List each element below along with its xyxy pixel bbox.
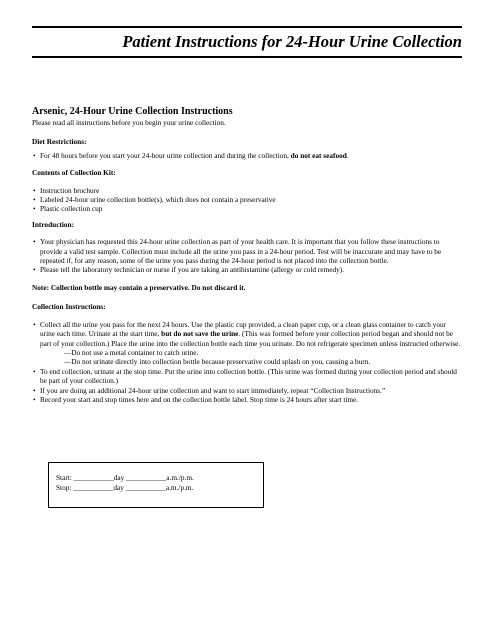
collection-list <box>32 320 462 405</box>
stop-time-field[interactable]: Stop: ___________day ___________a.m./p.m. <box>56 483 194 492</box>
introduction-item: • Please tell the laboratory technician or nurse if you are taking an antihistamine (allergy or cold remedy). <box>32 265 462 274</box>
title-rule <box>32 56 462 58</box>
collection-item: • Record your start and stop times here and on the collection bottle label. Stop time is 24 hours after start time. <box>32 395 462 404</box>
collection-item: • To end collection, urinate at the stop time. Put the urine into collection bottle. (This urine was formed during your collection period and should be part of your collection.) <box>32 367 462 386</box>
diet-list <box>32 151 462 160</box>
top-rule <box>32 26 462 28</box>
collection-item: • Collect all the urine you pass for the next 24 hours. Use the plastic cup provided, a clean paper cup, or a clean glass container to catch your urine each time. Urinate at the start time, but do not save the urine. (This was formed before your collection period began and should not be part of your collection.) Place the urine into the collection bottle each time you urinate. Do not refrigerate specimen unless instructed otherwise. —Do not use a metal container to catch urine. —Do not urinate directly into collection bottle because preservative could splash on you, causing a burn. <box>32 320 462 367</box>
kit-heading: Contents of Collection Kit: <box>32 168 116 178</box>
instructions-body <box>32 106 462 404</box>
kit-list <box>32 186 462 214</box>
kit-item: • Labeled 24-hour urine collection bottle(s), which does not contain a preservative <box>32 195 462 204</box>
time-record-box <box>48 462 264 508</box>
introduction-heading: Introduction: <box>32 219 75 229</box>
page-title: Patient Instructions for 24-Hour Urine Collection <box>122 32 462 51</box>
kit-item: • Plastic collection cup <box>32 204 462 213</box>
kit-item: • Instruction brochure <box>32 186 462 195</box>
diet-heading: Diet Restrictions: <box>32 137 87 147</box>
preservative-note: Note: Collection bottle may contain a preservative. Do not discard it. <box>32 282 246 292</box>
introduction-item: • Your physician has requested this 24-hour urine collection as part of your health care. It is important that you follow these instructions to provide a valid test sample. Collection must include all the urine you pass in a 24-hour period. Test will be inaccurate and may have to be repeated if, for any reason, some of the urine you pass during the 24-hour period is not placed into the collection bottle. <box>32 237 462 265</box>
section-heading: Arsenic, 24-Hour Urine Collection Instructions <box>32 106 233 117</box>
introduction-list <box>32 237 462 275</box>
collection-subitem: —Do not urinate directly into collection bottle because preservative could splash on you, causing a burn. <box>64 357 371 367</box>
collection-subitem: —Do not use a metal container to catch urine. <box>64 347 199 357</box>
collection-item: • If you are doing an additional 24-hour urine collection and want to start immediately, repeat “Collection Instructions.” <box>32 386 462 395</box>
read-note: Please read all instructions before you begin your urine collection. <box>32 118 226 127</box>
start-time-field[interactable]: Start: ___________day ___________a.m./p.m. <box>56 473 194 482</box>
diet-item: • For 48 hours before you start your 24-hour urine collection and during the collection, do not eat seafood. <box>32 151 462 160</box>
collection-heading: Collection Instructions: <box>32 302 106 312</box>
